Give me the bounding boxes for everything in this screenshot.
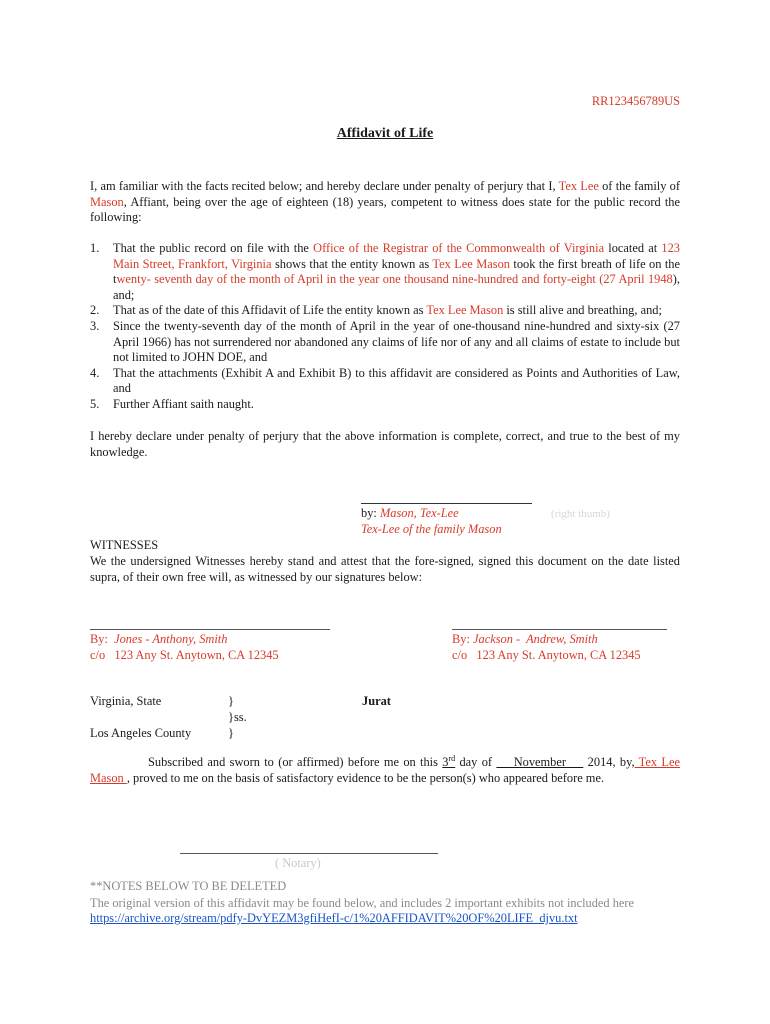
family-name: Mason (90, 194, 124, 209)
venue-state: Virginia, State (90, 694, 162, 708)
witness-left-name: By: Jones - Anthony, Smith (90, 632, 228, 646)
affiant-signature-name: Mason, Tex-Lee (379, 506, 459, 520)
venue-brace-3: } (228, 726, 234, 740)
witness-right-address: c/o 123 Any St. Anytown, CA 12345 (452, 648, 641, 662)
item-text: shows that the entity known as (271, 256, 433, 271)
intro-text-1: I, am familiar with the facts recited below; and hereby declare under penalty of perjury that I, (90, 179, 559, 193)
sworn-person-name: Tex Lee Mason (90, 755, 680, 785)
birth-date: wenty- seventh day of the month of April in the year one thousand nine-hundred and forty-eight (27 April 1948 (116, 272, 673, 287)
item-text: is still alive and breathing, and; (503, 303, 662, 318)
item-text: took the first breath of life on the t (113, 256, 680, 287)
list-number: 3. (90, 318, 100, 333)
affiant-family-line: Tex-Lee of the family Mason (361, 522, 502, 536)
sworn-day-number: 3 (442, 755, 449, 769)
sworn-month: November (496, 755, 584, 769)
venue-county: Los Angeles County (90, 726, 192, 740)
item-text: located at (604, 241, 662, 255)
by-label: by: (361, 506, 380, 520)
item-text: Further Affiant saith naught. (113, 396, 254, 411)
affidavit-page (90, 0, 680, 1024)
tracking-number: RR123456789US (591, 94, 680, 108)
item-text: That as of the date of this Affidavit of Life the entity known as (113, 303, 427, 318)
item-text: Since the twenty-seventh day of the month of April in the year of one-thousand nine-hundred and sixty-six (27 April 1966) has not surrendered nor abandoned any claims of life nor of any and all claims of estate to include but not limited to JOHN DOE, and (113, 318, 680, 365)
item-text: ), and; (113, 272, 680, 302)
intro-paragraph (90, 179, 680, 226)
sworn-day-suffix: rd (448, 753, 456, 763)
notary-label: ( Notary) (275, 856, 321, 870)
declaration-paragraph: I hereby declare under penalty of perjury that the above information is complete, correct, and true to the best of my knowledge. (90, 429, 680, 459)
sworn-paragraph (90, 755, 680, 786)
witness-right-signature-line (452, 629, 667, 630)
list-item (90, 241, 680, 303)
registrar-office: Office of the Registrar of the Commonwealth of Virginia (313, 241, 605, 255)
notes-text: The original version of this affidavit may be found below, and includes 2 important exhibits not included here (90, 896, 635, 910)
witnesses-heading: WITNESSES (90, 538, 159, 552)
affiant-by-line (361, 506, 459, 522)
venue-brace-1: } (228, 694, 234, 708)
item-text: That the public record on file with the (113, 241, 314, 255)
intro-text-2: of the family of (598, 179, 681, 193)
list-number: 4. (90, 365, 100, 380)
list-item (90, 319, 680, 366)
thumb-label: (right thumb) (551, 508, 610, 520)
affiant-signature-line (361, 503, 532, 504)
sworn-text-2: day of (455, 755, 497, 769)
document-title: Affidavit of Life (336, 126, 434, 141)
statement-list (90, 241, 680, 413)
jurat-heading: Jurat (362, 694, 391, 708)
list-number: 1. (90, 241, 100, 255)
list-item (90, 397, 680, 413)
witness-left-signature-line (90, 629, 330, 630)
archive-link[interactable]: https://archive.org/stream/pdfy-DvYEZM3gfiHefI-c/1%20AFFIDAVIT%20OF%20LIFE_djvu.txt (90, 911, 578, 925)
notes-heading: **NOTES BELOW TO BE DELETED (90, 879, 287, 893)
list-item (90, 303, 680, 319)
notary-signature-line (180, 853, 438, 854)
affiant-name: Tex Lee (558, 179, 599, 193)
venue-brace-ss: }ss. (228, 710, 247, 724)
list-number: 2. (90, 303, 100, 318)
sworn-text-3: 2014, by, (583, 755, 635, 769)
registrar-address: 123 Main Street, Frankfort, Virginia (113, 241, 680, 271)
witness-left-address: c/o 123 Any St. Anytown, CA 12345 (90, 648, 279, 662)
item-text: That the attachments (Exhibit A and Exhibit B) to this affidavit are considered as Points and Authorities of Law, and (113, 365, 680, 396)
list-number: 5. (90, 396, 100, 411)
sworn-day (442, 755, 455, 769)
entity-name: Tex Lee Mason (426, 303, 504, 318)
witness-right-name: By: Jackson - Andrew, Smith (452, 632, 598, 646)
sworn-text-1: Subscribed and sworn to (or affirmed) before me on this (148, 755, 443, 769)
intro-text-3: , Affiant, being over the age of eighteen (18) years, competent to witness does state for the public record the following: (90, 194, 680, 225)
witnesses-statement: We the undersigned Witnesses hereby stand and attest that the fore-signed, signed this document on the date listed supra, of their own free will, as witnessed by our signatures below: (90, 554, 680, 584)
entity-name: Tex Lee Mason (432, 256, 510, 271)
list-item (90, 366, 680, 397)
sworn-text-4: , proved to me on the basis of satisfactory evidence to be the person(s) who appeared before me. (126, 770, 605, 785)
